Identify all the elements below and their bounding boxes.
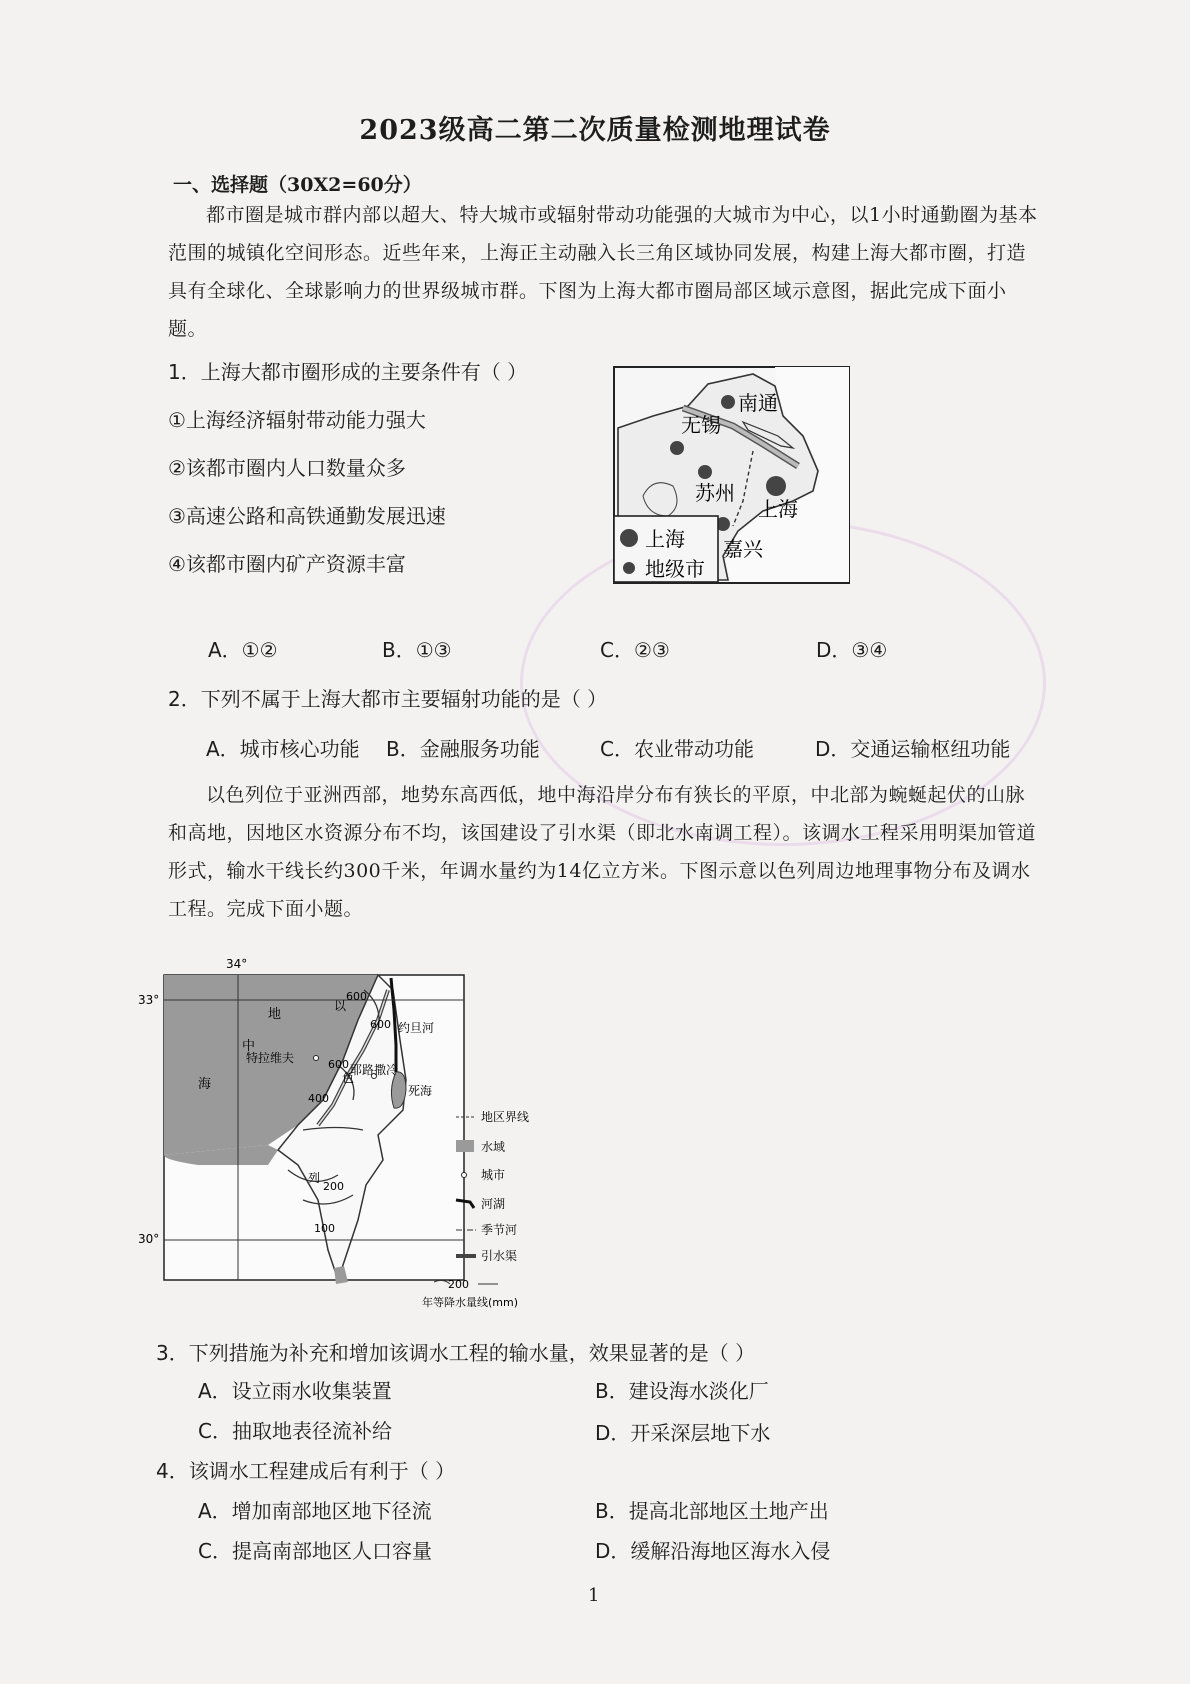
q3-option-d[interactable]: D．开采深层地下水 <box>595 1421 771 1445</box>
label-nantong: 南通 <box>738 391 778 415</box>
shanghai-map-svg <box>613 366 850 584</box>
legend-canal: 引水渠 <box>481 1249 518 1263</box>
isohyet-label-1: 600 <box>346 990 367 1003</box>
legend-city: 城市 <box>481 1168 506 1182</box>
q1-option-a[interactable]: A．①② <box>208 638 278 662</box>
q4-option-a[interactable]: A．增加南部地区地下径流 <box>198 1499 432 1523</box>
exam-title: 2023级高二第二次质量检测地理试卷 <box>359 115 831 146</box>
country-char-2: 色 <box>342 1071 355 1085</box>
legend-isohyet-value: 200 <box>448 1278 469 1291</box>
q1-option-d[interactable]: D．③④ <box>816 638 888 662</box>
isohyet-label-5: 200 <box>323 1180 344 1193</box>
sea-char-2: 中 <box>242 1039 256 1054</box>
q2-option-a[interactable]: A．城市核心功能 <box>206 737 360 761</box>
question-4-stem: 4．该调水工程建成后有利于（ ） <box>156 1459 456 1483</box>
lat-33-label: 33° <box>138 993 160 1007</box>
legend-river-lake: 河湖 <box>481 1197 506 1211</box>
shanghai-metro-map <box>613 366 850 588</box>
label-jiaxing: 嘉兴 <box>723 537 763 561</box>
country-char-3: 列 <box>308 1171 321 1185</box>
passage-shanghai: 都市圈是城市群内部以超大、特大城市或辐射带动功能强的大城市为中心，以1小时通勤圈为基本范围的城镇化空间形态。近些年来，上海正主动融入长三角区域协同发展，构建上海大都市圈，打造具有全球化、全球影响力的世界级城市群。下图为上海大都市圈局部区域示意图，据此完成下面小题。 <box>168 204 1038 340</box>
isohyet-label-2: 600 <box>370 1018 391 1031</box>
section-heading: 一、选择题（30X2=60分） <box>173 174 422 196</box>
label-suzhou: 苏州 <box>695 481 735 505</box>
question-1-item-4: ④该都市圈内矿产资源丰富 <box>168 552 406 576</box>
sea-char-1: 地 <box>268 1007 282 1022</box>
legend-isohyet-caption: 年等降水量线(mm) <box>422 1296 519 1309</box>
q1-option-c[interactable]: C．②③ <box>600 638 670 662</box>
page-number: 1 <box>588 1585 600 1606</box>
question-1-stem: 1．上海大都市圈形成的主要条件有（ ） <box>168 360 528 384</box>
country-char-1: 以 <box>334 999 347 1013</box>
isohyet-label-4: 400 <box>308 1092 329 1105</box>
city-dot-shanghai <box>766 476 786 496</box>
label-jordan-river: 约旦河 <box>398 1021 435 1035</box>
isohyet-label-6: 100 <box>314 1222 335 1235</box>
legend-water: 水域 <box>481 1140 506 1154</box>
q4-option-d[interactable]: D．缓解沿海地区海水入侵 <box>595 1539 831 1563</box>
isohyet-label-3: 600 <box>328 1058 349 1071</box>
israel-map <box>138 950 568 1314</box>
q1-option-b[interactable]: B．①③ <box>382 638 452 662</box>
sea-char-3: 海 <box>198 1077 212 1092</box>
question-3-stem: 3．下列措施为补充和增加该调水工程的输水量，效果显著的是（ ） <box>156 1341 756 1365</box>
israel-map-svg <box>138 950 568 1310</box>
label-tel-aviv: 特拉维夫 <box>246 1051 295 1065</box>
city-dot-nantong <box>721 395 735 409</box>
question-1-item-2: ②该都市圈内人口数量众多 <box>168 456 406 480</box>
city-dot-wuxi <box>670 441 684 455</box>
q2-option-d[interactable]: D．交通运输枢纽功能 <box>815 737 1011 761</box>
q2-option-c[interactable]: C．农业带动功能 <box>600 737 754 761</box>
q3-option-a[interactable]: A．设立雨水收集装置 <box>198 1379 392 1403</box>
legend-seasonal-river: 季节河 <box>481 1223 518 1237</box>
question-1-item-3: ③高速公路和高铁通勤发展迅速 <box>168 504 446 528</box>
question-1-item-1: ①上海经济辐射带动能力强大 <box>168 408 426 432</box>
q4-option-b[interactable]: B．提高北部地区土地产出 <box>595 1499 829 1523</box>
label-shanghai: 上海 <box>758 497 798 521</box>
lon-34-label: 34° <box>226 957 248 971</box>
legend-shanghai: 上海 <box>645 527 685 551</box>
q2-option-b[interactable]: B．金融服务功能 <box>386 737 540 761</box>
label-wuxi: 无锡 <box>681 413 721 437</box>
q3-option-b[interactable]: B．建设海水淡化厂 <box>595 1379 769 1403</box>
legend-boundary: 地区界线 <box>481 1110 530 1124</box>
label-jerusalem: 耶路撒冷 <box>350 1063 399 1077</box>
passage-israel: 以色列位于亚洲西部，地势东高西低，地中海沿岸分布有狭长的平原，中北部为蜿蜒起伏的山脉和高地，因地区水资源分布不均，该国建设了引水渠（即北水南调工程）。该调水工程采用明渠加管道形式，输水干线长约300千米，年调水量约为14亿立方米。下图示意以色列周边地理事物分布及调水工程。完成下面小题。 <box>168 784 1037 920</box>
legend-prefecture-city: 地级市 <box>645 557 705 581</box>
q4-option-c[interactable]: C．提高南部地区人口容量 <box>198 1539 432 1563</box>
city-dot-suzhou <box>698 465 712 479</box>
question-2-stem: 2．下列不属于上海大都市主要辐射功能的是（ ） <box>168 687 608 711</box>
lat-30-label: 30° <box>138 1232 160 1246</box>
q3-option-c[interactable]: C．抽取地表径流补给 <box>198 1419 392 1443</box>
label-dead-sea: 死海 <box>408 1084 433 1098</box>
